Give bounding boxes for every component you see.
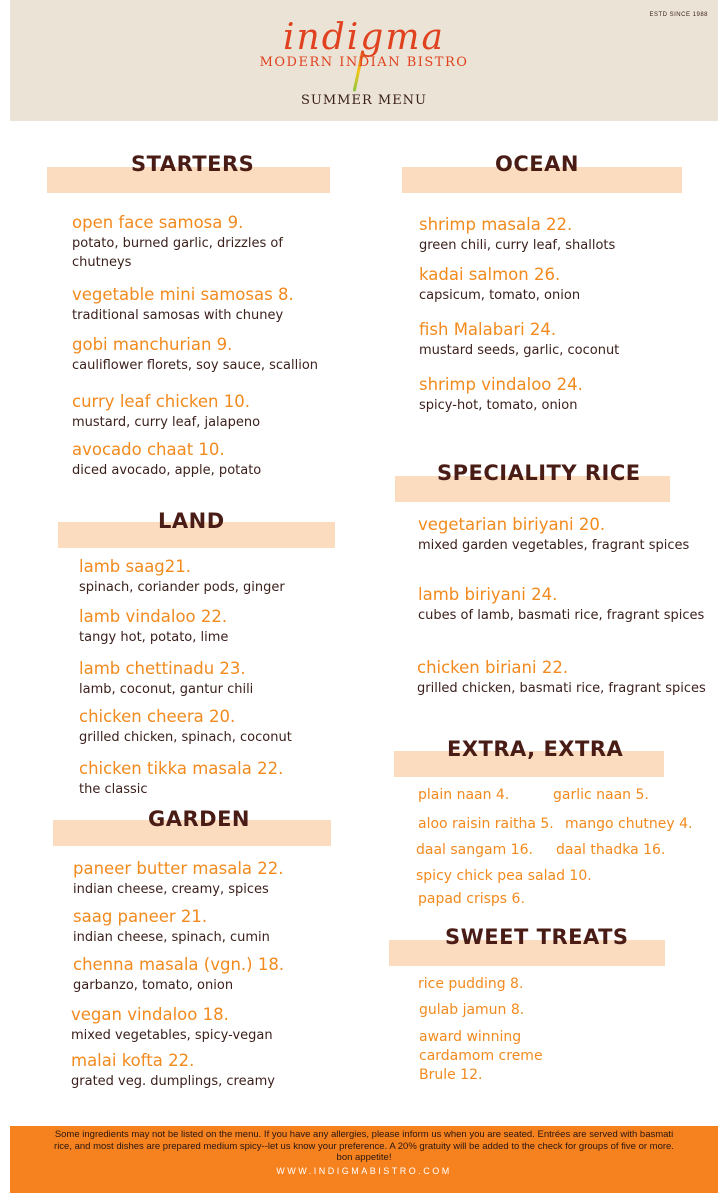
list-item (419, 264, 580, 305)
dish-name: chicken biriani 22. (417, 658, 569, 677)
dessert-item: rice pudding 8. (418, 976, 524, 992)
dish-description: the classic (79, 782, 148, 797)
dish-name: saag paneer 21. (73, 907, 208, 926)
dish-name: malai kofta 22. (71, 1051, 195, 1070)
list-item (71, 1050, 275, 1091)
dish-name: gobi manchurian 9. (72, 335, 233, 354)
extra-item: daal thadka 16. (556, 842, 666, 858)
dish-name: chicken tikka masala 22. (79, 759, 284, 778)
dish-name: lamb biriyani 24. (418, 585, 558, 604)
dish-description: garbanzo, tomato, onion (73, 978, 234, 993)
dish-name: chenna masala (vgn.) 18. (73, 955, 285, 974)
list-item (79, 706, 292, 747)
dish-description: green chili, curry leaf, shallots (419, 238, 616, 253)
dish-name: curry leaf chicken 10. (72, 392, 250, 411)
established-label: ESTD SINCE 1988 (649, 12, 708, 18)
extra-item: garlic naan 5. (553, 787, 649, 803)
extra-item: daal sangam 16. (416, 842, 533, 858)
dish-description: tangy hot, potato, lime (79, 630, 229, 645)
allergy-notice (10, 1126, 718, 1164)
land-section-title: LAND (158, 509, 225, 533)
dish-name: chicken cheera 20. (79, 707, 236, 726)
closing-text: bon appetite! (336, 1152, 392, 1163)
extra-item: aloo raisin raitha 5. (418, 816, 554, 832)
dish-description: grilled chicken, basmati rice, fragrant spices (417, 681, 706, 696)
list-item (419, 374, 583, 415)
dish-description: mustard, curry leaf, jalapeno (72, 415, 261, 430)
list-item (72, 284, 294, 325)
list-item (79, 556, 285, 597)
extra-item: papad crisps 6. (418, 891, 525, 907)
dish-description: mixed vegetables, spicy-vegan (71, 1028, 273, 1043)
restaurant-subtitle: MODERN INDIAN BISTRO (259, 55, 469, 70)
notice-text: Some ingredients may not be listed on the menu. If you have any allergies, please inform us when you are seated. Entrées are served with basmati rice, and most dishes are prepared medium spicy--let us know your preference. A 20% gratuity will be added to the check for groups of five or more. (54, 1129, 674, 1152)
garden-section-title: GARDEN (148, 807, 251, 831)
dish-description: traditional samosas with chuney (72, 308, 284, 323)
menu-footer (10, 1126, 718, 1193)
sweet-section-title: SWEET TREATS (445, 925, 629, 949)
dish-description: indian cheese, creamy, spices (73, 882, 269, 897)
dish-description: indian cheese, spinach, cumin (73, 930, 270, 945)
restaurant-logo: indigma (283, 17, 445, 58)
dish-name: kadai salmon 26. (419, 265, 561, 284)
list-item (72, 212, 312, 272)
dish-description: spicy-hot, tomato, onion (419, 398, 578, 413)
dish-name: avocado chaat 10. (72, 440, 225, 459)
list-item (419, 319, 619, 360)
dish-description: capsicum, tomato, onion (419, 288, 581, 303)
extra-item: plain naan 4. (418, 787, 510, 803)
dish-description: grilled chicken, spinach, coconut (79, 730, 292, 745)
extra-item: spicy chick pea salad 10. (416, 868, 592, 884)
list-item (73, 954, 284, 995)
dish-name: fish Malabari 24. (419, 320, 557, 339)
dish-description: potato, burned garlic, drizzles of chutneys (72, 236, 283, 270)
list-item (419, 214, 615, 255)
list-item (79, 606, 228, 647)
dish-name: lamb vindaloo 22. (79, 607, 228, 626)
list-item (418, 584, 708, 625)
list-item (79, 758, 283, 799)
list-item (72, 334, 318, 375)
list-item (73, 906, 270, 947)
list-item (72, 439, 261, 480)
dish-description: cauliflower florets, soy sauce, scallion (72, 358, 319, 373)
dish-name: shrimp vindaloo 24. (419, 375, 583, 394)
dish-description: cubes of lamb, basmati rice, fragrant spices (418, 608, 705, 623)
starters-section-title: STARTERS (131, 152, 255, 176)
dish-name: lamb chettinadu 23. (79, 659, 246, 678)
menu-title: SUMMER MENU (300, 93, 428, 108)
dish-description: mustard seeds, garlic, coconut (419, 343, 620, 358)
list-item (73, 858, 284, 899)
list-item (71, 1004, 273, 1045)
extra-section-title: EXTRA, EXTRA (447, 737, 624, 761)
dish-name: vegan vindaloo 18. (71, 1005, 229, 1024)
list-item (417, 657, 707, 698)
list-item (79, 658, 253, 699)
dessert-item: gulab jamun 8. (419, 1002, 525, 1018)
rice-section-title: SPECIALITY RICE (437, 461, 641, 485)
list-item (418, 514, 708, 555)
dessert-item: award winning cardamom creme Brule 12. (419, 1029, 543, 1083)
dish-description: mixed garden vegetables, fragrant spices (418, 538, 690, 553)
dish-description: lamb, coconut, gantur chili (79, 682, 254, 697)
dish-name: vegetarian biriyani 20. (418, 515, 606, 534)
dish-name: paneer butter masala 22. (73, 859, 284, 878)
dish-name: vegetable mini samosas 8. (72, 285, 294, 304)
dish-description: grated veg. dumplings, creamy (71, 1074, 275, 1089)
dish-name: shrimp masala 22. (419, 215, 573, 234)
dish-description: spinach, coriander pods, ginger (79, 580, 285, 595)
ocean-section-title: OCEAN (495, 152, 579, 176)
dish-name: lamb saag21. (79, 557, 192, 576)
dish-name: open face samosa 9. (72, 213, 244, 232)
menu-header (10, 0, 718, 121)
dish-description: diced avocado, apple, potato (72, 463, 262, 478)
extra-item: mango chutney 4. (565, 816, 693, 832)
website-link[interactable]: WWW.INDIGMABISTRO.COM (276, 1165, 452, 1176)
list-item (72, 391, 260, 432)
